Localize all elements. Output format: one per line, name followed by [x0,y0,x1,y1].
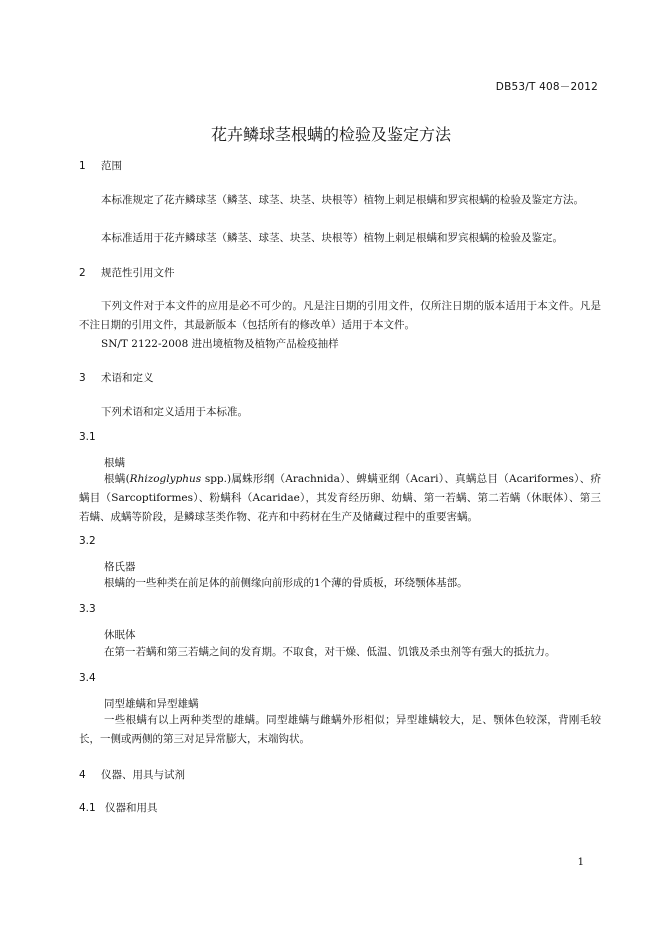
term-3-4-number: 3.4 [79,672,96,684]
term-3-2-number: 3.2 [79,535,96,547]
section-number: 2 [79,267,86,279]
section-4-heading [79,767,185,782]
term-3-3-name: 休眠体 [104,629,136,641]
term-3-1-number: 3.1 [79,431,96,443]
section-1-heading [79,158,122,173]
term-3-3-definition: 在第一若螨和第三若螨之间的发育期。不取食，对干燥、低温、饥饿及杀虫剂等有强大的抵抗力。 [104,646,556,658]
genus-name: Rhizoglyphus [129,473,202,485]
section-3-intro: 下列术语和定义适用于本标准。 [101,406,248,418]
standard-code: DB53/T 408－2012 [495,81,598,93]
section-title: 仪器、用具与试剂 [101,769,185,781]
section-1-paragraph-2: 本标准适用于花卉鳞球茎（鳞茎、球茎、块茎、块根等）植物上刺足根螨和罗宾根螨的检验及鉴定。 [101,232,563,244]
term-3-4-definition: 一些根螨有以上两种类型的雄螨。同型雄螨与雌螨外形相似；异型雄螨较大，足、颚体色较深，背刚毛较长，一侧或两侧的第三对足异常膨大，末端钩状。 [79,714,601,745]
section-title: 术语和定义 [101,372,154,384]
page-number: 1 [577,857,584,868]
section-1-paragraph-1: 本标准规定了花卉鳞球茎（鳞茎、球茎、块茎、块根等）植物上刺足根螨和罗宾根螨的检验及鉴定方法。 [101,194,584,206]
definition-text: spp.)属蛛形纲（Arachnida）、蜱螨亚纲（Acari）、真螨总目（Acariformes）、疥螨目（Sarcoptiformes）、粉螨科（Acaridae），其发育经历卵、幼螨、第一若螨、第二若螨（休眠体）、第三若螨、成螨等阶段，是鳞球茎类作物、花卉和中药材在生产及储藏过程中的重要害螨。 [79,473,601,523]
definition-prefix: 根螨( [104,473,130,485]
term-3-4-name: 同型雄螨和异型雄螨 [104,698,199,710]
section-number: 4 [79,769,86,781]
section-3-heading [79,370,154,385]
term-3-3-number: 3.3 [79,603,96,615]
section-title: 规范性引用文件 [101,267,175,279]
term-3-1-name: 根螨 [104,457,125,469]
section-number: 3 [79,372,86,384]
section-number: 1 [79,160,86,172]
term-3-2-definition: 根螨的一些种类在前足体的前侧缘向前形成的1个薄的骨质板，环绕颚体基部。 [104,577,468,589]
subsection-number: 4.1 [79,802,96,814]
section-2-reference: SN/T 2122-2008 进出境植物及植物产品检疫抽样 [101,338,339,350]
section-4-1-heading [79,800,158,815]
section-title: 范围 [101,160,122,172]
section-2-paragraph-1: 下列文件对于本文件的应用是必不可少的。凡是注日期的引用文件，仅所注日期的版本适用于本文件。凡是不注日期的引用文件，其最新版本（包括所有的修改单）适用于本文件。 [79,300,601,331]
document-title: 花卉鳞球茎根螨的检验及鉴定方法 [210,125,451,144]
section-2-heading [79,265,175,280]
term-3-1-definition [79,470,601,527]
term-3-2-name: 格氏器 [104,561,136,573]
subsection-title: 仪器和用具 [105,802,158,814]
